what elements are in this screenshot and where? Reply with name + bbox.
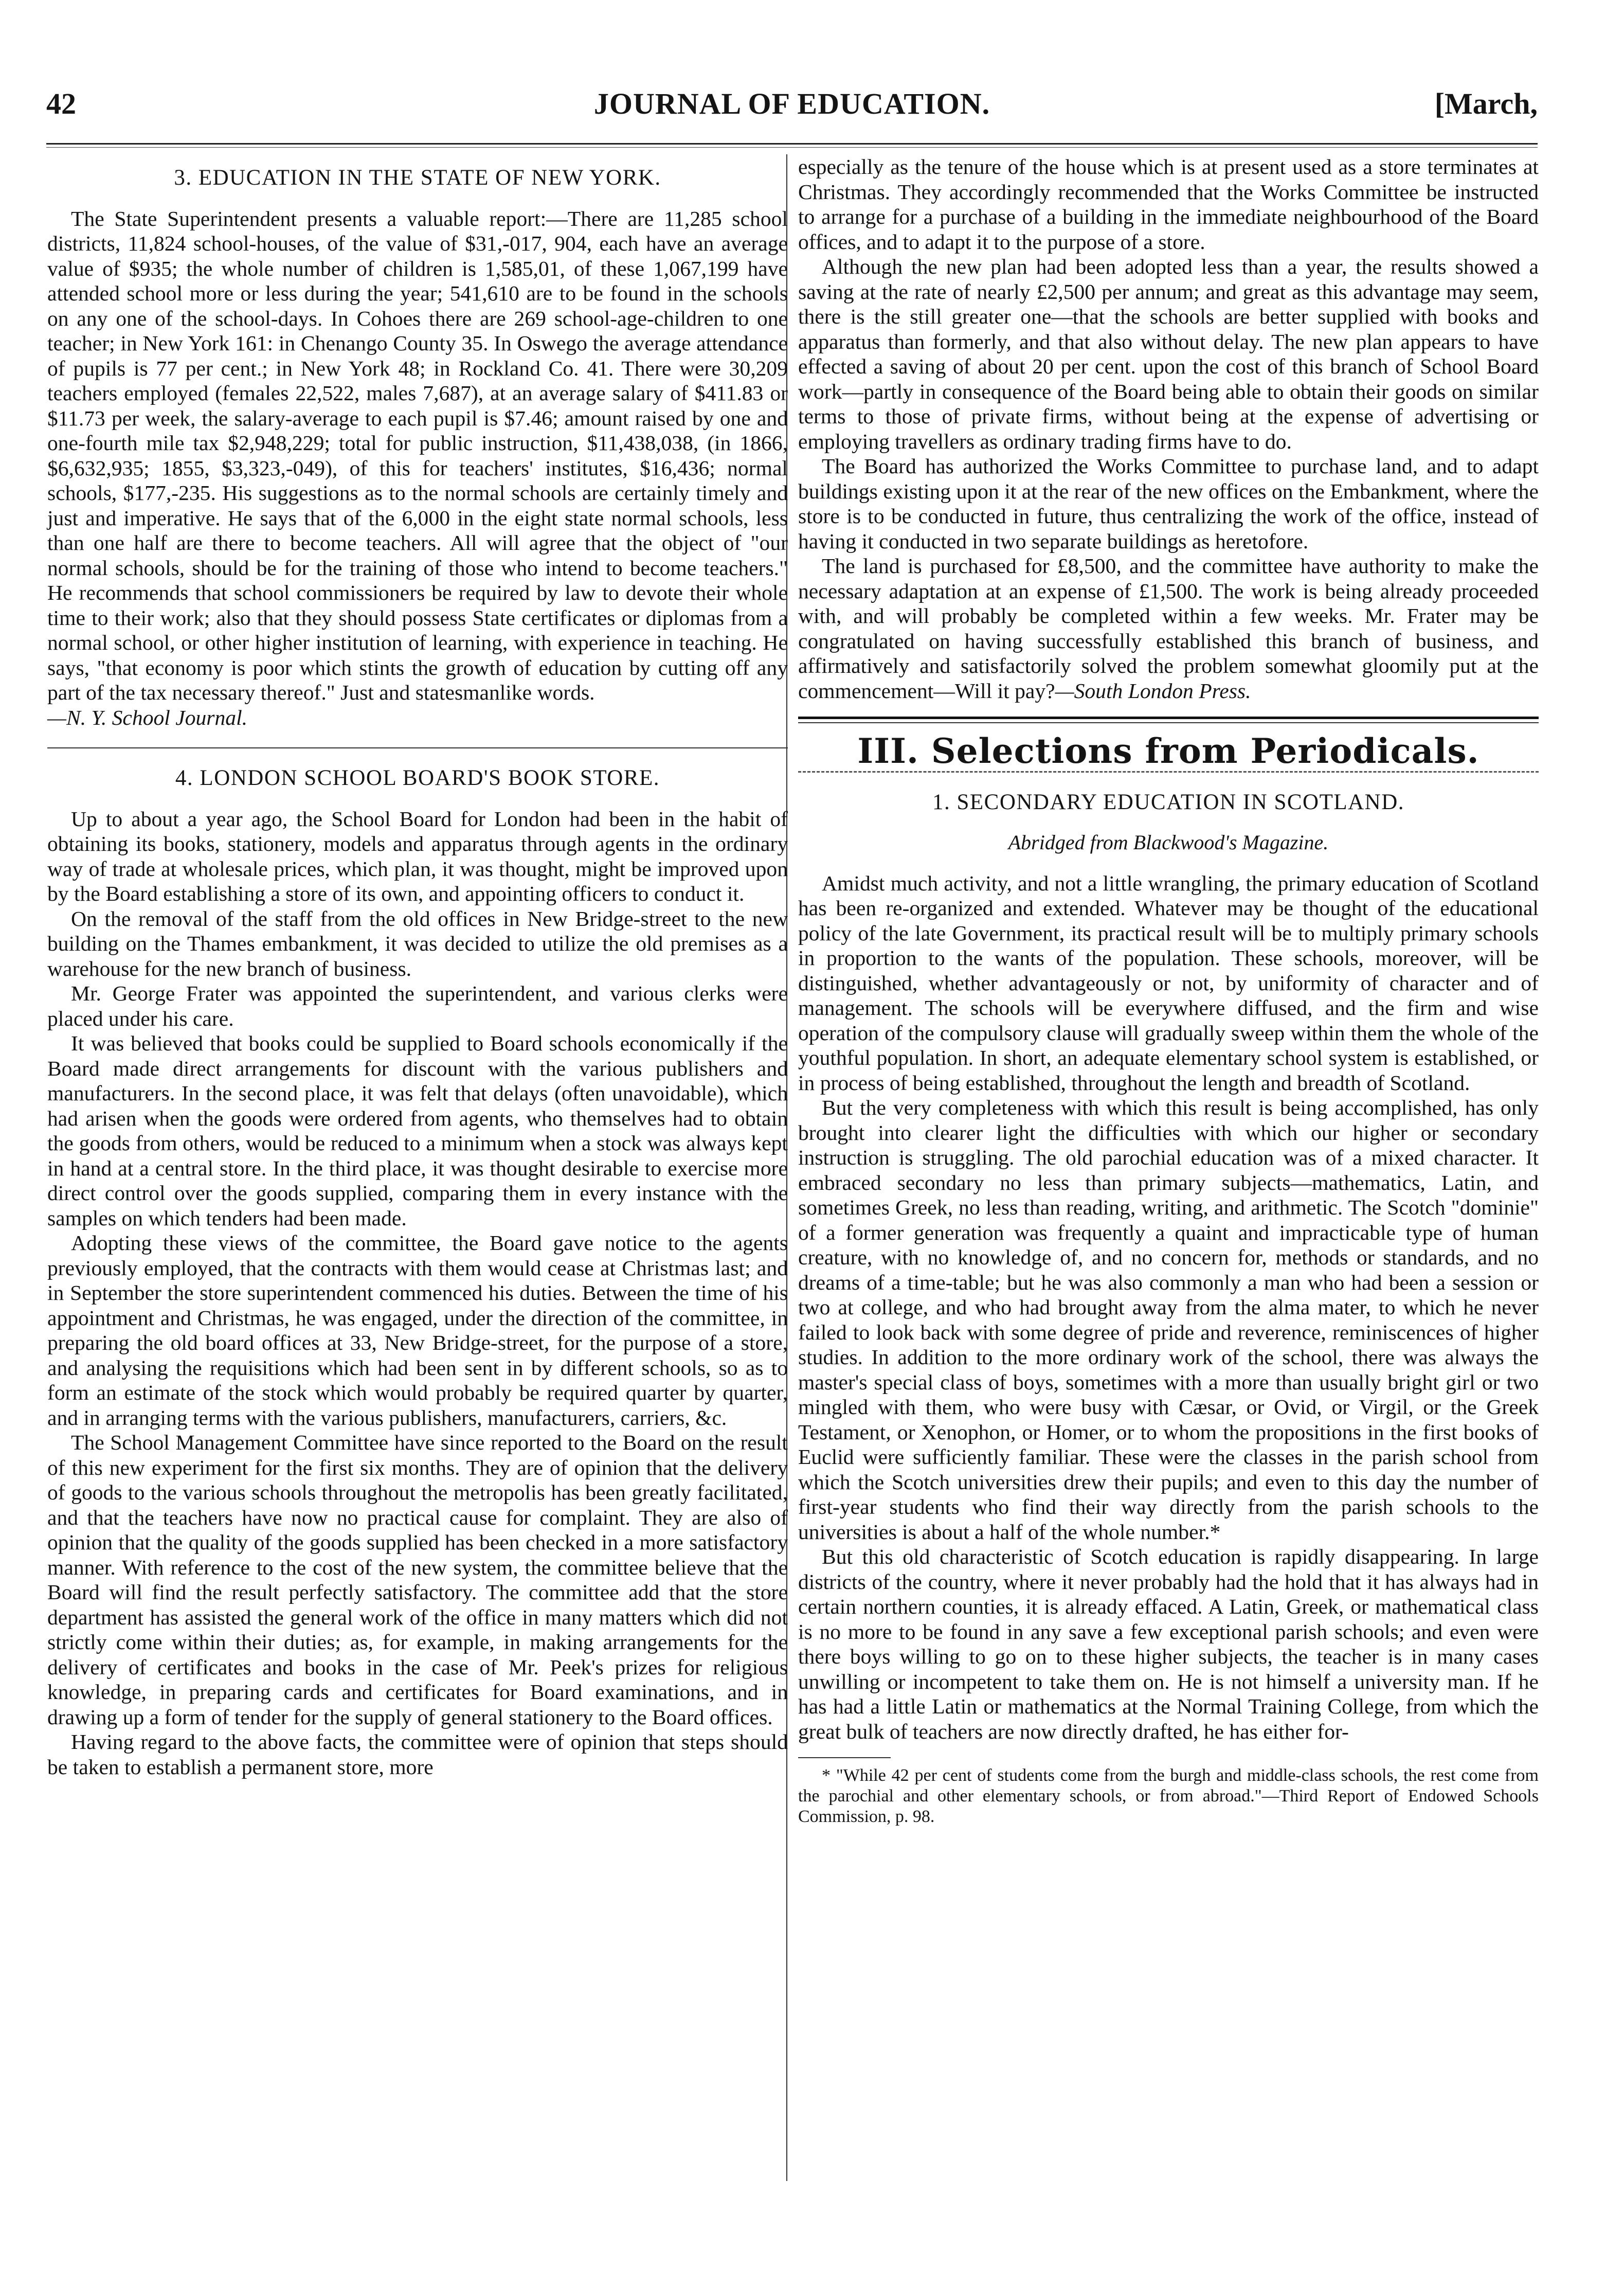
paragraph-text: The land is purchased for £8,500, and the committee have authority to make the necessary adaptation at an expense of £1,500. The work is being already proceeded with, and will probably be completed within a few weeks. Mr. Frater may be congratulated on having successfully established this branch of business, and affirmatively and satisfactorily solved the problem somewhat gloomily put at the commencement—Will it pay? [798, 554, 1539, 703]
footnote: * "While 42 per cent of students come from the burgh and middle-class schools, the rest come from the parochial and other elementary schools, or from abroad."—Third Report of Endowed Schools Commission, p. 98. [798, 1766, 1539, 1826]
running-head [46, 86, 1538, 133]
page-number: 42 [46, 87, 76, 120]
section-double-rule [798, 717, 1539, 723]
paragraph: The Board has authorized the Works Committee to purchase land, and to adapt buildings existing upon it at the rear of the new offices on the Embankment, where the store is to be conducted in future, thus centralizing the work of the office, instead of having it conducted in two separate buildings as heretofore. [798, 454, 1539, 553]
source-citation [47, 705, 788, 730]
right-column [798, 154, 1539, 1827]
paragraph: Up to about a year ago, the School Board for London had been in the habit of obtaining its books, stationery, models and apparatus through agents in the ordinary way of trade at wholesale prices, which plan, it was thought, might be improved upon by the Board establishing a store of its own, and appointing officers to conduct it. [47, 807, 788, 905]
source-subheading: Abridged from Blackwood's Magazine. [1008, 831, 1329, 854]
section-heading-new-york: 3. EDUCATION IN THE STATE OF NEW YORK. [174, 166, 661, 190]
paragraph: especially as the tenure of the house which is at present used as a store terminates at Christmas. They accordingly recommended that the Works Committee be instructed to arrange for a purchase of a building in the immediate neighbourhood of the Board offices, and to adapt it to the purpose of a store. [798, 155, 1539, 254]
paragraph: But the very completeness with which this result is being accomplished, has only brought into clearer light the difficulties with which our higher or secondary instruction is struggling. The old parochial education was of a mixed character. It embraced secondary no less than primary subjects—mathematics, Latin, and sometimes Greek, no less than reading, writing, and arithmetic. The Scotch "dominie" of a former generation was frequently a quaint and impracticable type of human creature, with no knowledge of, and no concern for, methods or standards, and no dreams of a time-table; but he was also commonly a man who had been a session or two at college, and who had brought away from the alma mater, to which he never failed to look back with some degree of pride and reverence, reminiscences of higher studies. In addition to the more ordinary work of the school, there was always the master's special class of boys, sometimes with a more than usually bright girl or two mingled with them, who were busy with Cæsar, or Ovid, or Virgil, or the Greek Testament, or Xenophon, or Homer, or to whom the propositions in the first books of Euclid were sufficiently familiar. These were the classes in the parish school from which the Scotch universities drew their pupils; and even to this day the number of first-year students who find their way directly from the parish schools to the universities is about a half of the whole number.* [798, 1096, 1539, 1544]
source-text: —N. Y. School Journal. [47, 705, 248, 729]
paragraph: Mr. George Frater was appointed the superintendent, and various clerks were placed under his care. [47, 981, 788, 1030]
section-divider [47, 747, 788, 748]
paragraph: Adopting these views of the committee, the Board gave notice to the agents previously employed, that the contracts with them would cease at Christmas last; and in September the store superintendent commenced his duties. Between the time of his appointment and Christmas, he was engaged, under the direction of the committee, in preparing the old board offices at 33, New Bridge-street, for the purpose of a store, and analysing the requisitions which had been sent in by different schools, so as to form an estimate of the stock which would probably be required quarter by quarter, and in arranging terms with the various publishers, manufacturers, carriers, &c. [47, 1231, 788, 1429]
paragraph [798, 553, 1539, 703]
paragraph: It was believed that books could be supplied to Board schools economically if the Board made direct arrangements for discount with the various publishers and manufacturers. In the second place, it was felt that delays (often unavoidable), which had arisen when the goods were ordered from agents, who themselves had to obtain the goods from others, would be reduced to a minimum when a stock was always kept in hand at a central store. In the third place, it was thought desirable to exercise more direct control over the goods supplied, comparing them in every instance with the samples on which tenders had been made. [47, 1031, 788, 1230]
issue-month: [March, [1434, 87, 1538, 120]
section-heading-book-store: 4. LONDON SCHOOL BOARD'S BOOK STORE. [175, 766, 660, 790]
paragraph: Amidst much activity, and not a little wrangling, the primary education of Scotland has been re-organized and extended. Whatever may be thought of the educational policy of the late Government, its practical result will be to multiply primary schools in proportion to the wants of the population. These schools, moreover, will be distinguished, whether advantageously or not, by uniformity of character and of management. The schools will be everywhere diffused, and the firm and wise operation of the compulsory clause will gradually sweep within them the whole of the youthful population. In short, an adequate elementary school system is established, or in process of being established, throughout the length and breadth of Scotland. [798, 871, 1539, 1095]
paragraph: But this old characteristic of Scotch education is rapidly disappearing. In large districts of the country, where it never probably had the hold that it has always had in certain northern counties, it is already effaced. A Latin, Greek, or mathematical class is no more to be found in any save a few exceptional parish schools; and even were there boys willing to go on to these higher subjects, the teacher is in many cases unwilling or incompetent to take them on. He is not himself a university man. If he has had a little Latin or mathematics at the Normal Training College, from which the great bulk of teachers are now directly drafted, he has either for- [798, 1545, 1539, 1743]
header-rule [46, 143, 1538, 148]
periodicals-heading: III. Selections from Periodicals. [857, 731, 1479, 771]
paragraph: The State Superintendent presents a valuable report:—There are 11,285 school districts, 11,824 school-houses, of the value of $31,-017, 904, each have an average value of $935; the whole number of children is 1,585,01, of these 1,067,199 have attended school more or less during the year; 541,610 are to be found in the schools on any one of the school-days. In Cohoes there are 269 school-age-children to one teacher; in New York 161: in Chenango County 35. In Oswego the average attendance of pupils is 77 per cent.; in New York 48; in Rockland Co. 41. There were 30,209 teachers employed (females 22,522, males 7,687), at an average salary of $411.83 or $11.73 per week, the salary-average to each pupil is $7.46; amount raised by one and one-fourth mile tax $2,948,229; total for public instruction, $11,438,038, (in 1866, $6,632,935; 1855, $3,323,-049), of this for teachers' institutes, $16,436; normal schools, $177,-235. His suggestions as to the normal schools are certainly timely and just and imperative. He says that of the 6,000 in the eight state normal schools, less than one half are there to become teachers. All will agree that the object of "our normal schools, should be for the training of those who intend to become teachers." He recommends that school commissioners be required by law to devote their whole time to their work; also that they should possess State certificates or diplomas from a normal school, or other higher institution of learning, with experience in teaching. He says, "that economy is poor which stints the growth of education by cutting off any part of the tax necessary thereof." Just and statesmanlike words. [47, 206, 788, 704]
journal-title: JOURNAL OF EDUCATION. [593, 87, 990, 120]
paragraph: On the removal of the staff from the old offices in New Bridge-street to the new building on the Thames embankment, it was decided to utilize the old premises as a warehouse for the new branch of business. [47, 906, 788, 980]
paragraph: Having regard to the above facts, the committee were of opinion that steps should be taken to establish a permanent store, more [47, 1730, 788, 1779]
footnote-rule [798, 1757, 891, 1758]
section-heading-scotland: 1. SECONDARY EDUCATION IN SCOTLAND. [932, 790, 1405, 814]
source-text: —South London Press. [1055, 678, 1251, 703]
left-column [47, 154, 788, 1779]
paragraph: The School Management Committee have since reported to the Board on the result of this new experiment for the first six months. They are of opinion that the delivery of goods to the various schools throughout the metropolis has been greatly facilitated, and that the teachers have now no practical cause for complaint. They are also of opinion that the quality of the goods supplied has been checked in a more satisfactory manner. With reference to the cost of the new system, the committee believe that the Board will find the result perfectly satisfactory. The committee add that the store department has assisted the general work of the office in many matters which did not strictly come within their duties; as, for example, in making arrangements for the delivery of certificates and books in the case of Mr. Peek's prizes for religious knowledge, in preparing cards and certificates for Board examinations, and in drawing up a form of tender for the supply of general stationery to the Board offices. [47, 1431, 788, 1729]
paragraph: Although the new plan had been adopted less than a year, the results showed a saving at the rate of nearly £2,500 per annum; and great as this advantage may seem, there is the still greater one—that the schools are better supplied with books and apparatus than formerly, and that also without delay. The new plan appears to have effected a saving of about 20 per cent. upon the cost of this branch of School Board work—partly in consequence of the Board being able to obtain their goods on similar terms to those of private firms, without being at the expense of advertising or employing travellers as ordinary trading firms have to do. [798, 255, 1539, 453]
